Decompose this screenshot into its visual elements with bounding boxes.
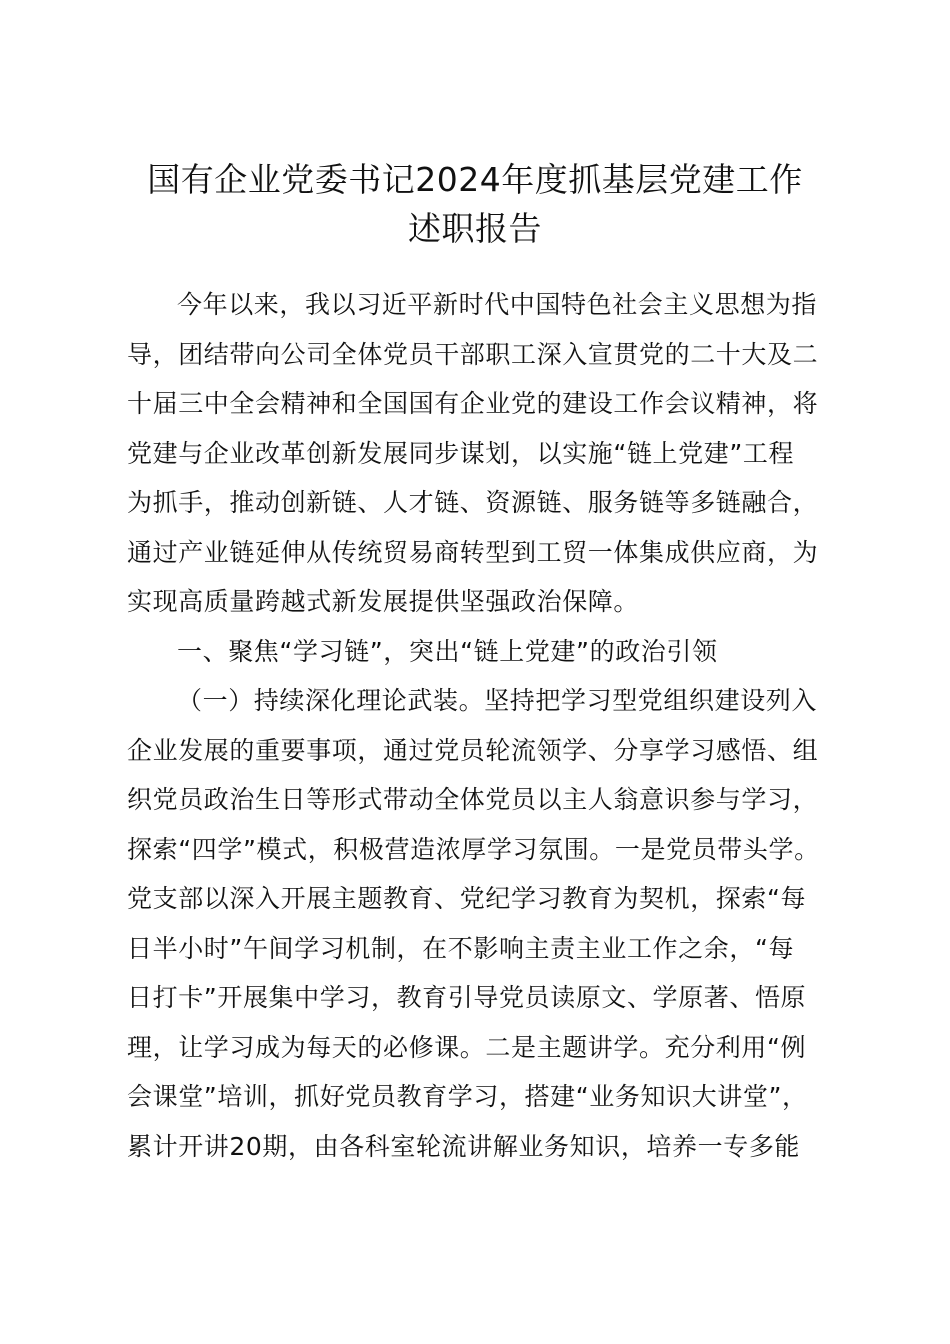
paragraph-line: 通过产业链延伸从传统贸易商转型到工贸一体集成供应商，为 [127,537,819,567]
document-title-line-1: 国有企业党委书记2024年度抓基层党建工作 [147,160,803,199]
paragraph-line: 织党员政治生日等形式带动全体党员以主人翁意识参与学习， [127,785,819,814]
paragraph-line: 实现高质量跨越式新发展提供坚强政治保障。 [127,587,640,616]
paragraph-line: 日半小时”午间学习机制，在不影响主责主业工作之余，“每 [127,933,795,963]
paragraph-line: 累计开讲20期，由各科室轮流讲解业务知识，培养一专多能 [127,1131,801,1161]
paragraph-line: 企业发展的重要事项，通过党员轮流领学、分享学习感悟、组 [127,735,819,765]
section-heading: 一、聚焦“学习链”，突出“链上党建”的政治引领 [177,636,718,666]
document-body [127,280,847,1171]
paragraph-line: 十届三中全会精神和全国国有企业党的建设工作会议精神，将 [127,389,819,418]
paragraph-line: 为抓手，推动创新链、人才链、资源链、服务链等多链融合， [127,488,819,517]
paragraph-line: 今年以来，我以习近平新时代中国特色社会主义思想为指 [177,290,818,319]
paragraph-line: 党建与企业改革创新发展同步谋划，以实施“链上党建”工程 [127,438,795,468]
paragraph-line: 党支部以深入开展主题教育、党纪学习教育为契机，探索“每 [127,884,807,913]
paragraph-line: 导，团结带向公司全体党员干部职工深入宣贯党的二十大及二 [127,339,819,369]
paragraph-line: 理，让学习成为每天的必修课。二是主题讲学。充分利用“例 [127,1032,807,1062]
paragraph-line: 探索“四学”模式，积极营造浓厚学习氛围。一是党员带头学。 [127,834,820,864]
paragraph-line: （一）持续深化理论武装。坚持把学习型党组织建设列入 [177,686,818,715]
paragraph-line: 日打卡”开展集中学习，教育引导党员读原文、学原著、悟原 [127,983,807,1012]
document-title-line-2: 述职报告 [408,209,542,248]
paragraph-line: 会课堂”培训，抓好党员教育学习，搭建“业务知识大讲堂”， [127,1082,808,1111]
